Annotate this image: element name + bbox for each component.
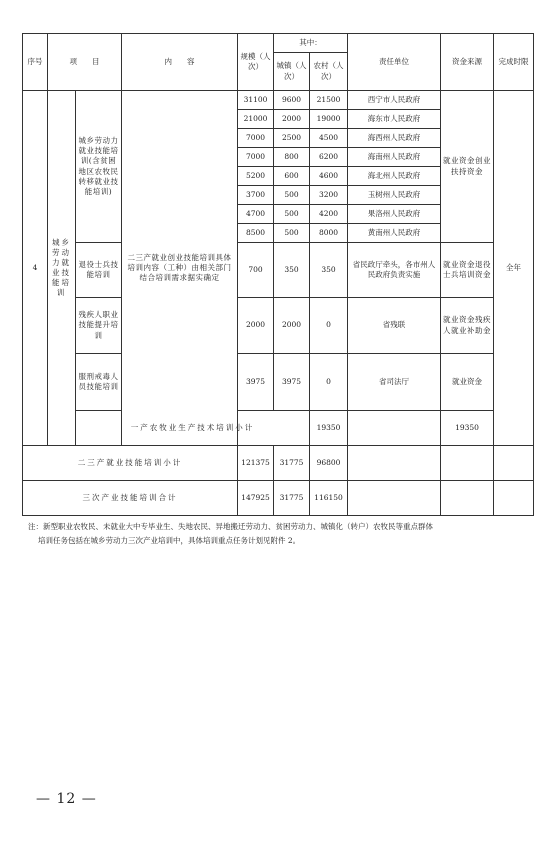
footnote-line-2: 培训任务包括在城乡劳动力三次产业培训中，具体培训重点任务计划见附件 2。	[38, 536, 301, 546]
deadline-cell: 全年	[494, 91, 534, 446]
scale-cell: 5200	[238, 167, 274, 186]
unit-cell: 果洛州人民政府	[348, 205, 441, 224]
unit-cell: 海北州人民政府	[348, 167, 441, 186]
header-row	[23, 34, 534, 53]
category-cell: 城乡劳动力就业技能培训	[48, 91, 76, 446]
scale-cell: 8500	[238, 224, 274, 243]
row-seq: 4	[23, 91, 48, 446]
subtotal-row	[23, 411, 534, 446]
urban-cell: 350	[274, 243, 310, 298]
scale-cell: 2000	[238, 298, 274, 354]
header-item: 项 目	[48, 34, 122, 91]
header-funding: 资金来源	[441, 34, 494, 91]
rural-cell: 350	[310, 243, 348, 298]
header-seq: 序号	[23, 34, 48, 91]
subitem-name: 服刑戒毒人员技能培训	[76, 354, 122, 411]
urban-cell: 600	[274, 167, 310, 186]
funding-cell: 就业资金创业扶持资金	[441, 91, 494, 243]
scale-cell: 3700	[238, 186, 274, 205]
unit-cell	[348, 446, 441, 481]
header-urban: 城镇（人次）	[274, 53, 310, 91]
table-row	[23, 91, 534, 110]
header-deadline: 完成时限	[494, 34, 534, 91]
content-cell: 二三产就业创业技能培训具体培训内容（工种）由相关部门结合培训需求据实确定	[122, 91, 238, 446]
unit-cell: 海东市人民政府	[348, 110, 441, 129]
header-content: 内 容	[122, 34, 238, 91]
scale-cell: 7000	[238, 129, 274, 148]
urban-cell: 500	[274, 224, 310, 243]
header-unit: 责任单位	[348, 34, 441, 91]
subitem-name: 残疾人职业技能提升培训	[76, 298, 122, 354]
rural-cell: 116150	[310, 481, 348, 516]
unit-cell: 省民政厅牵头，各市州人民政府负责实施	[348, 243, 441, 298]
funding-cell	[441, 481, 494, 516]
rural-cell: 19350	[441, 411, 494, 446]
total-row	[23, 481, 534, 516]
unit-cell: 省残联	[348, 298, 441, 354]
funding-cell: 就业资金	[441, 354, 494, 411]
page-number: — 12 —	[36, 791, 97, 807]
rural-cell: 3200	[310, 186, 348, 205]
subtotal-label: 二三产就业技能培训小计	[23, 446, 238, 481]
scale-cell: 7000	[238, 148, 274, 167]
table-footnote	[28, 520, 533, 549]
header-among: 其中：	[274, 34, 348, 53]
urban-cell: 2000	[274, 298, 310, 354]
table-row	[23, 243, 534, 298]
funding-cell	[441, 446, 494, 481]
urban-cell: 500	[274, 205, 310, 224]
subitem-name: 退役士兵技能培训	[76, 243, 122, 298]
scale-cell: 3975	[238, 354, 274, 411]
urban-cell	[348, 411, 441, 446]
scale-cell: 147925	[238, 481, 274, 516]
urban-cell: 2500	[274, 129, 310, 148]
unit-cell: 西宁市人民政府	[348, 91, 441, 110]
table-row	[23, 354, 534, 411]
total-label: 三次产业技能培训合计	[23, 481, 238, 516]
urban-cell: 9600	[274, 91, 310, 110]
rural-cell: 8000	[310, 224, 348, 243]
subtotal-row	[23, 446, 534, 481]
rural-cell: 4600	[310, 167, 348, 186]
urban-cell: 800	[274, 148, 310, 167]
unit-cell: 省司法厅	[348, 354, 441, 411]
urban-cell: 31775	[274, 481, 310, 516]
unit-cell: 海南州人民政府	[348, 148, 441, 167]
rural-cell: 21500	[310, 91, 348, 110]
scale-cell: 19350	[310, 411, 348, 446]
training-plan-table	[22, 33, 534, 516]
rural-cell: 4200	[310, 205, 348, 224]
scale-cell: 121375	[238, 446, 274, 481]
unit-cell: 黄南州人民政府	[348, 224, 441, 243]
urban-cell: 500	[274, 186, 310, 205]
urban-cell: 3975	[274, 354, 310, 411]
unit-cell: 海西州人民政府	[348, 129, 441, 148]
header-rural: 农村（人次）	[310, 53, 348, 91]
footnote-line-1: 注：新型职业农牧民、未就业大中专毕业生、失地农民、异地搬迁劳动力、贫困劳动力、城镇化（转户）农牧民等重点群体	[28, 522, 433, 531]
rural-cell: 6200	[310, 148, 348, 167]
deadline-cell	[494, 446, 534, 481]
table-row	[23, 298, 534, 354]
funding-cell: 就业资金残疾人就业补助金	[441, 298, 494, 354]
rural-cell: 19000	[310, 110, 348, 129]
scale-cell: 4700	[238, 205, 274, 224]
scale-cell: 21000	[238, 110, 274, 129]
deadline-cell	[494, 481, 534, 516]
scale-cell: 700	[238, 243, 274, 298]
subtotal-label: 一产农牧业生产技术培训小计	[76, 411, 310, 446]
rural-cell: 96800	[310, 446, 348, 481]
rural-cell: 4500	[310, 129, 348, 148]
subitem-name: 城乡劳动力就业技能培训(含贫困地区农牧民转移就业技能培训)	[76, 91, 122, 243]
rural-cell: 0	[310, 298, 348, 354]
unit-cell: 玉树州人民政府	[348, 186, 441, 205]
urban-cell: 31775	[274, 446, 310, 481]
funding-cell: 就业资金退役士兵培训资金	[441, 243, 494, 298]
unit-cell	[348, 481, 441, 516]
scale-cell: 31100	[238, 91, 274, 110]
header-scale: 规模（人次）	[238, 34, 274, 91]
rural-cell: 0	[310, 354, 348, 411]
urban-cell: 2000	[274, 110, 310, 129]
